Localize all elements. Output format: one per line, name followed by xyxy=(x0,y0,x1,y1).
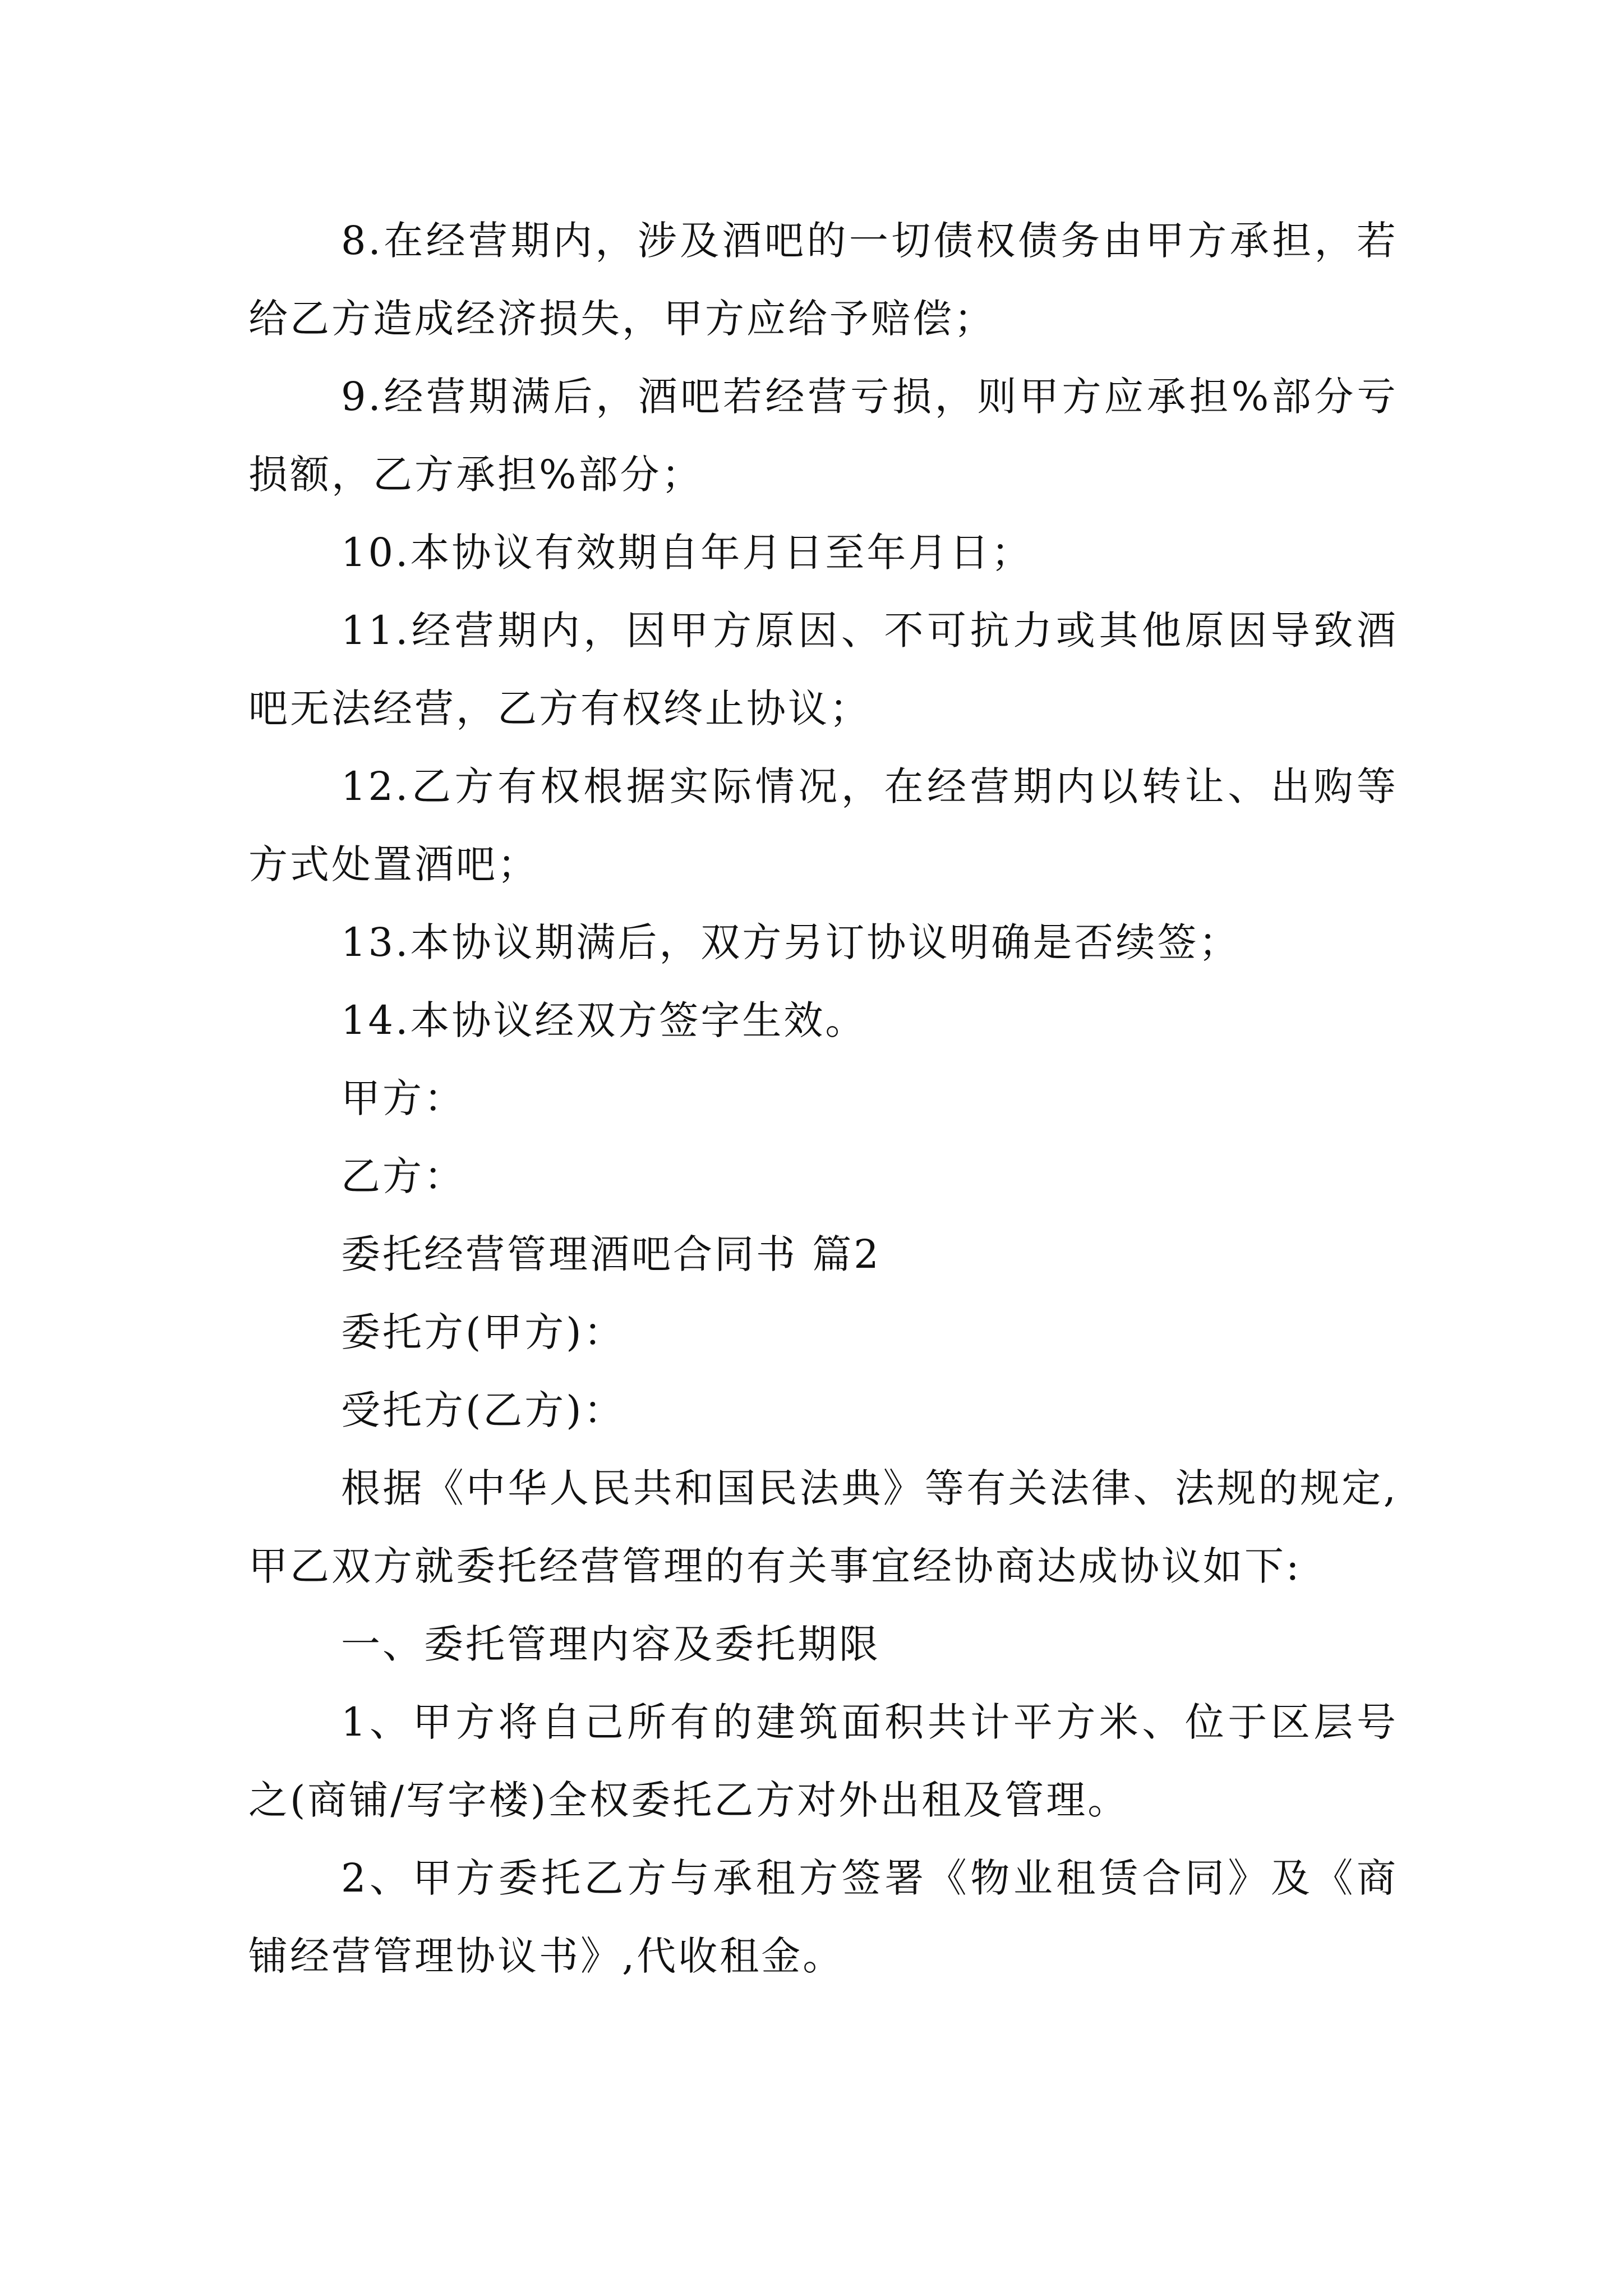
principal-party-line: 委托方(甲方)： xyxy=(341,1309,625,1355)
party-b-signature-line: 乙方： xyxy=(341,1153,465,1199)
preamble-paragraph: 根据《中华人民共和国民法典》等有关法律、法规的规定,甲乙双方就委托经营管理的有关事宜经协商达成协议如下: xyxy=(248,1465,1398,1589)
document-body xyxy=(248,202,1398,1995)
section-1-item-2: 2、甲方委托乙方与承租方签署《物业租赁合同》及《商铺经营管理协议书》,代收租金。 xyxy=(248,1855,1398,1979)
clause-8: 8.在经营期内，涉及酒吧的一切债权债务由甲方承担，若给乙方造成经济损失，甲方应给予赔偿； xyxy=(248,218,1398,342)
clause-11: 11.经营期内，因甲方原因、不可抗力或其他原因导致酒吧无法经营，乙方有权终止协议； xyxy=(248,608,1398,731)
section-heading-1: 一、委托管理内容及委托期限 xyxy=(341,1621,880,1667)
agent-party-line: 受托方(乙方)： xyxy=(341,1387,625,1433)
clause-9: 9.经营期满后，酒吧若经营亏损，则甲方应承担%部分亏损额，乙方承担%部分； xyxy=(248,374,1398,498)
party-a-signature-line: 甲方： xyxy=(341,1075,465,1121)
clause-12: 12.乙方有权根据实际情况，在经营期内以转让、出购等方式处置酒吧； xyxy=(248,763,1398,887)
section-1-item-1: 1、甲方将自己所有的建筑面积共计平方米、位于区层号之(商铺/写字楼)全权委托乙方对外出租及管理。 xyxy=(248,1699,1398,1823)
clause-13: 13.本协议期满后，双方另订协议明确是否续签； xyxy=(341,919,1241,965)
clause-10: 10.本协议有效期自年月日至年月日； xyxy=(341,530,1033,576)
contract-title: 委托经营管理酒吧合同书 篇2 xyxy=(341,1231,881,1277)
clause-14: 14.本协议经双方签字生效。 xyxy=(341,997,867,1043)
